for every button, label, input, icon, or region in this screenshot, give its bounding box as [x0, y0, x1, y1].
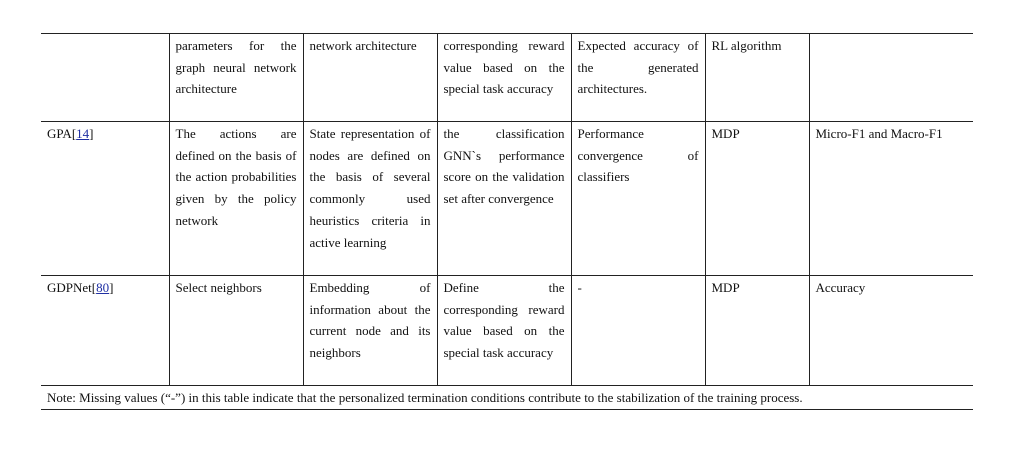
rl-algorithm-cell: MDP	[705, 122, 809, 276]
action-cell: parameters for the graph neural network architecture	[169, 34, 303, 122]
table-note: Note: Missing values (“-”) in this table indicate that the personalized termination conditions contribute to the stabilization of the training process.	[41, 386, 973, 410]
reward-cell: the classification GNN`s performance score on the validation set after convergence	[437, 122, 571, 276]
termination-cell: -	[571, 276, 705, 386]
reference-link[interactable]: 80	[96, 280, 110, 295]
table-row	[41, 34, 973, 122]
reward-cell: Define the corresponding reward value based on the special task accuracy	[437, 276, 571, 386]
state-cell: Embedding of information about the current node and its neighbors	[303, 276, 437, 386]
rl-algorithm-cell: RL algorithm	[705, 34, 809, 122]
reference-link[interactable]: 14	[76, 126, 90, 141]
termination-cell: Performance convergence of classifiers	[571, 122, 705, 276]
state-cell: State representation of nodes are defined on the basis of several commonly used heuristics criteria in active learning	[303, 122, 437, 276]
method-cell: GPA[14]	[41, 122, 169, 276]
state-cell: network architecture	[303, 34, 437, 122]
reward-cell: corresponding reward value based on the special task accuracy	[437, 34, 571, 122]
metric-cell	[809, 34, 973, 122]
rl-algorithm-cell: MDP	[705, 276, 809, 386]
method-name: GDPNet[	[47, 280, 97, 295]
method-cell	[41, 34, 169, 122]
method-name: GPA[	[47, 126, 77, 141]
method-cell: GDPNet[80]	[41, 276, 169, 386]
termination-cell: Expected accuracy of the generated architectures.	[571, 34, 705, 122]
action-cell: Select neighbors	[169, 276, 303, 386]
metric-cell: Micro-F1 and Macro-F1	[809, 122, 973, 276]
action-cell: The actions are defined on the basis of the action probabilities given by the policy network	[169, 122, 303, 276]
comparison-table	[41, 33, 973, 410]
table-row	[41, 122, 973, 276]
table-row	[41, 276, 973, 386]
metric-cell: Accuracy	[809, 276, 973, 386]
note-row	[41, 386, 973, 410]
